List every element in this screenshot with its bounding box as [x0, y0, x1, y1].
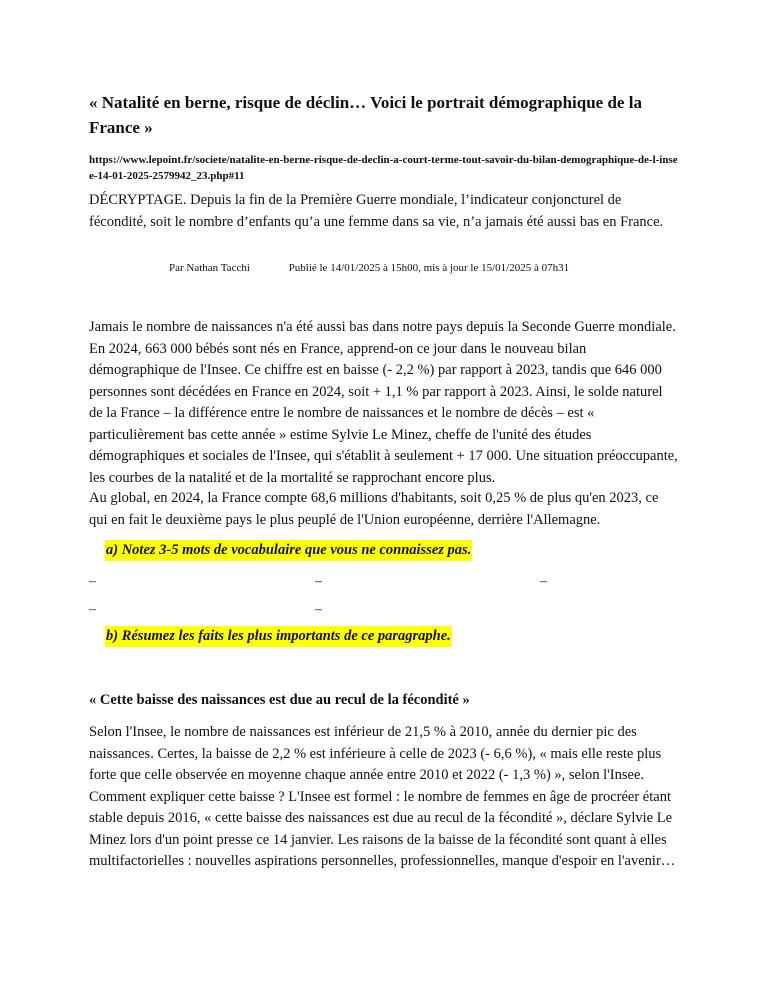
author: Par Nathan Tacchi — [169, 262, 250, 274]
answer-blank-4[interactable]: – — [89, 602, 96, 617]
article-url[interactable]: https://www.lepoint.fr/societe/natalite-en-berne-risque-de-declin-a-court-terme-tout-savoir-du-bilan-demographique-de-l-insee-14-01-2025-2579942_23.php#11 — [89, 154, 678, 182]
answer-blank-1[interactable]: – — [89, 574, 96, 589]
publish-date: Publié le 14/01/2025 à 15h00, mis à jour le 15/01/2025 à 07h31 — [288, 262, 570, 274]
paragraph-1: Jamais le nombre de naissances n'a été aussi bas dans notre pays depuis la Seconde Guerre mondiale. En 2024, 663 000 bébés sont nés en France, apprend-on ce jour dans le nouveau bilan démographique de l'Insee. Ce chiffre est en baisse (- 2,2 %) par rapport à 2023, tandis que 646 000 personnes sont décédées en France en 2024, soit + 1,1 % par rapport à 2023. Ainsi, le solde naturel de la France – la différence entre le nombre de naissances et le nombre de décès – est « particulièrement bas cette année » estime Sylvie Le Minez, cheffe de l'unité des études démographiques et sociales de l'Insee, qui s'établit à seulement + 17 000. Une situation préoccupante, les courbes de la natalité et de la mortalité se rapprochant encore plus. — [89, 319, 678, 486]
answer-blank-2[interactable]: – — [315, 574, 322, 589]
article-lede: DÉCRYPTAGE. Depuis la fin de la Première Guerre mondiale, l’indicateur conjoncturel de fécondité, soit le nombre d’enfants qu’a une femme dans sa vie, n’a jamais été aussi bas en France. — [89, 192, 664, 230]
paragraph-2: Au global, en 2024, la France compte 68,6 millions d'habitants, soit 0,25 % de plus qu'en 2023, ce qui en fait le deuxième pays le plus peuplé de l'Union européenne, derrière l'Allemagne. — [89, 490, 659, 528]
paragraph-3: Selon l'Insee, le nombre de naissances est inférieur de 21,5 % à 2010, année du dernier pic des naissances. Certes, la baisse de 2,2 % est inférieure à celle de 2023 (- 6,6 %), « mais elle reste plus forte que celle observée en moyenne chaque année entre 2010 et 2022 (- 1,3 %) », selon l'Insee. Comment expliquer cette baisse ? L'Insee est formel : le nombre de femmes en âge de procréer étant stable depuis 2016, « cette baisse des naissances est due au recul de la fécondité », déclare Sylvie Le Minez lors d'un point presse ce 14 janvier. Les raisons de la baisse de la fécondité sont quant à elles multifactorielles : nouvelles aspirations personnelles, professionnelles, manque d'espoir en l'avenir… — [89, 724, 676, 869]
question-b: b) Résumez les faits les plus importants de ce paragraphe. — [105, 626, 452, 647]
answer-blank-3[interactable]: – — [540, 574, 547, 589]
byline — [169, 260, 689, 276]
question-a: a) Notez 3-5 mots de vocabulaire que vous ne connaissez pas. — [105, 540, 472, 561]
section-heading: « Cette baisse des naissances est due au recul de la fécondité » — [89, 692, 470, 708]
answer-blank-5[interactable]: – — [315, 602, 322, 617]
article-title: « Natalité en berne, risque de déclin… Voici le portrait démographique de la France » — [89, 93, 642, 137]
